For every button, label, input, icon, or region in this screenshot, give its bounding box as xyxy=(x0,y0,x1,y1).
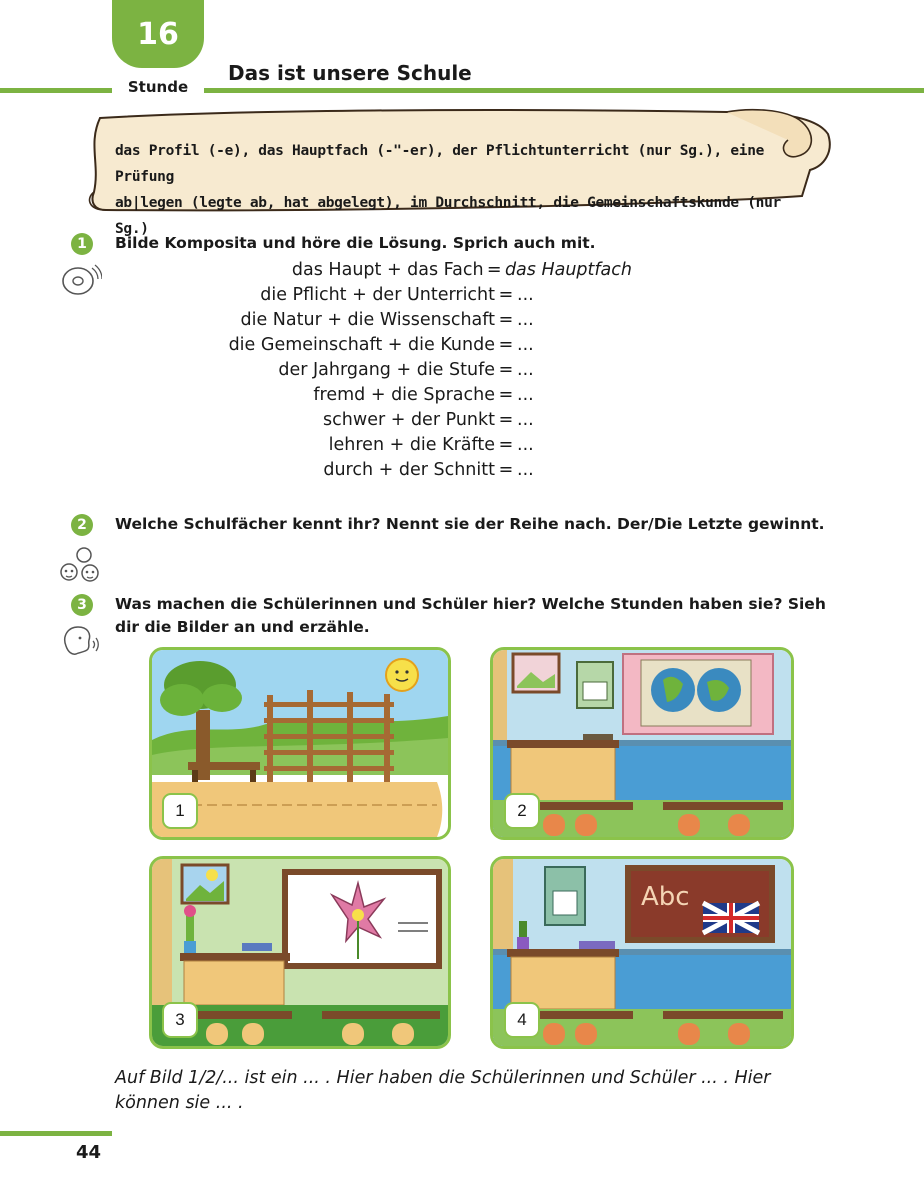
compound-parts: der Jahrgang + die Stufe xyxy=(278,360,495,380)
task-number-3: 3 xyxy=(71,594,93,616)
lesson-number: 16 xyxy=(137,16,179,52)
header-rule-right xyxy=(204,88,924,93)
compound-parts: lehren + die Kräfte xyxy=(328,435,495,455)
compound-parts: schwer + der Punkt xyxy=(323,410,495,430)
compound-row xyxy=(100,310,632,335)
picture-label-1: 1 xyxy=(162,793,198,829)
compound-answer: ... xyxy=(517,435,534,455)
compound-answer: ... xyxy=(517,385,534,405)
lesson-word: Stunde xyxy=(127,78,189,96)
task-number-1: 1 xyxy=(71,233,93,255)
vocabulary-box xyxy=(115,138,815,242)
speaking-prompt-line-2: können sie ... . xyxy=(115,1093,244,1113)
compound-row xyxy=(100,435,632,460)
equals-sign: = xyxy=(498,335,514,355)
compound-row xyxy=(100,385,632,410)
compound-answer: das Hauptfach xyxy=(504,260,632,280)
speaking-prompt xyxy=(115,1066,835,1116)
compound-row xyxy=(100,335,632,360)
equals-sign: = xyxy=(498,410,514,430)
board-text: Abc xyxy=(641,882,690,912)
cd-icon xyxy=(58,262,102,298)
compound-parts: durch + der Schnitt xyxy=(323,460,495,480)
task-2-instruction: Welche Schulfächer kennt ihr? Nennt sie der Reihe nach. Der/Die Letzte gewinnt. xyxy=(115,515,825,533)
compound-answer: ... xyxy=(517,335,534,355)
picture-label-3: 3 xyxy=(162,1002,198,1038)
vocabulary-line-2: ab|legen (legte ab, hat abgelegt), im Durchschnitt, die Gemeinschaftskunde (nur Sg.) xyxy=(115,195,781,237)
equals-sign: = xyxy=(498,385,514,405)
equals-sign: = xyxy=(498,435,514,455)
equals-sign: = xyxy=(486,260,502,280)
picture-label-4: 4 xyxy=(504,1002,540,1038)
vocabulary-line-1: das Profil (-e), das Hauptfach (-"-er), der Pflichtunterricht (nur Sg.), eine Prüfung xyxy=(115,143,765,185)
lesson-number-badge xyxy=(112,0,204,68)
speaking-prompt-line-1: Auf Bild 1/2/... ist ein ... . Hier haben die Schülerinnen und Schüler ... . Hier xyxy=(115,1068,771,1088)
compound-row xyxy=(100,410,632,435)
compound-answer: ... xyxy=(517,410,534,430)
footer-rule xyxy=(0,1131,112,1136)
page-number: 44 xyxy=(76,1142,102,1163)
header-rule-left xyxy=(0,88,112,93)
compound-answer: ... xyxy=(517,460,534,480)
compound-list xyxy=(100,260,632,485)
page-title: Das ist unsere Schule xyxy=(228,61,472,85)
compound-row xyxy=(100,260,632,285)
compound-answer: ... xyxy=(517,360,534,380)
compound-answer: ... xyxy=(517,285,534,305)
compound-row xyxy=(100,360,632,385)
task-3-instruction xyxy=(115,593,835,639)
task-1-instruction: Bilde Komposita und höre die Lösung. Sprich auch mit. xyxy=(115,234,596,252)
compound-parts: die Natur + die Wissenschaft xyxy=(240,310,495,330)
equals-sign: = xyxy=(498,460,514,480)
equals-sign: = xyxy=(498,360,514,380)
compound-parts: die Gemeinschaft + die Kunde xyxy=(228,335,495,355)
group-talk-icon xyxy=(58,546,104,584)
compound-answer: ... xyxy=(517,310,534,330)
picture-label-2: 2 xyxy=(504,793,540,829)
task-number-2: 2 xyxy=(71,514,93,536)
equals-sign: = xyxy=(498,285,514,305)
compound-parts: das Haupt + das Fach xyxy=(291,260,484,280)
speaking-icon xyxy=(60,624,100,658)
compound-parts: die Pflicht + der Unterricht xyxy=(260,285,495,305)
task-3-instruction-line-1: Was machen die Schülerinnen und Schüler hier? Welche Stunden haben sie? Sieh xyxy=(115,595,826,613)
compound-parts: fremd + die Sprache xyxy=(313,385,495,405)
compound-row xyxy=(100,460,632,485)
task-3-instruction-line-2: dir die Bilder an und erzähle. xyxy=(115,618,370,636)
compound-row xyxy=(100,285,632,310)
equals-sign: = xyxy=(498,310,514,330)
